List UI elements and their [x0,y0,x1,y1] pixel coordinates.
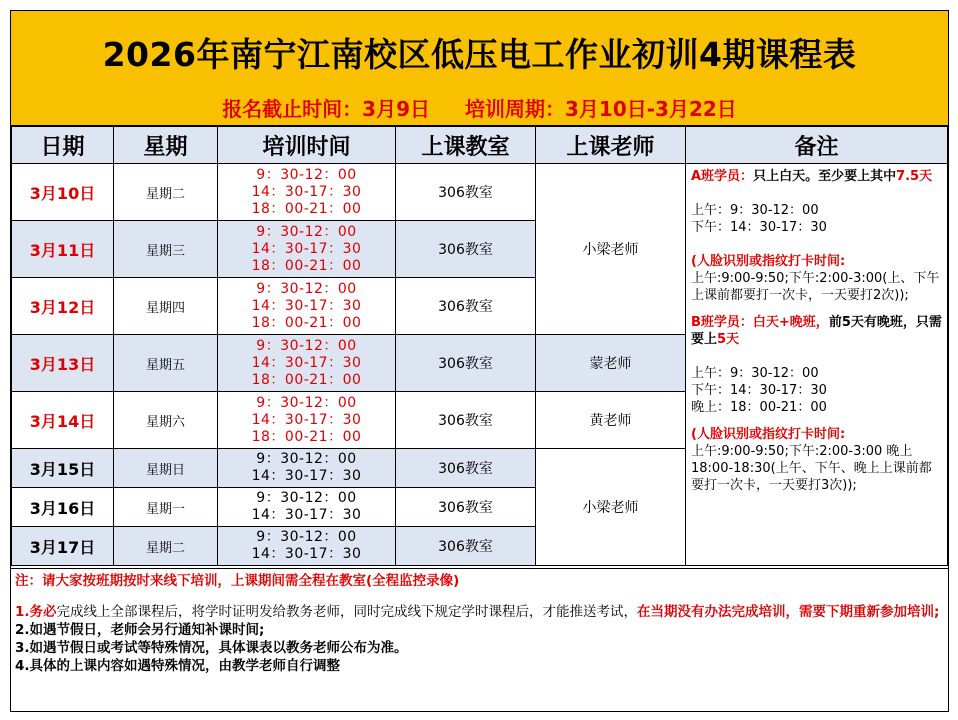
footer-item-1: 1.务必完成线上全部课程后，将学时证明发给教务老师，同时完成线下规定学时课程后，才能推送考试，在当期没有办法完成培训，需要下期重新参加培训; [15,604,940,620]
time-slot: 18：00-21：00 [251,200,362,217]
class-b-eve: 晚上：18：00-21：00 [691,400,827,415]
time-slot: 18：00-21：00 [251,428,362,445]
date-cell: 3月11日 [12,221,114,278]
time-cell [218,488,396,527]
room-cell: 306教室 [396,164,536,221]
time-slot: 9：30-12：00 [256,529,357,545]
time-cell [218,335,396,392]
table-row [12,164,948,221]
weekday-cell: 星期二 [114,164,218,221]
col-header-date: 日期 [12,127,114,164]
time-cell [218,527,396,566]
time-cell [218,278,396,335]
teacher-cell: 小梁老师 [536,449,686,566]
class-b-pm: 下午：14：30-17：30 [691,383,827,398]
time-slot: 14：30-17：30 [251,411,362,428]
registration-deadline: 报名截止时间：3月9日 [222,97,431,121]
time-slot: 14：30-17：30 [251,240,362,257]
class-b-checkin-title: (人脸识别或指纹打卡时间: [691,427,846,442]
time-slot: 18：00-21：00 [251,314,362,331]
time-slot: 9：30-12：00 [256,280,357,297]
date-cell: 3月14日 [12,392,114,449]
weekday-cell: 星期六 [114,392,218,449]
weekday-cell: 星期二 [114,527,218,566]
weekday-cell: 星期三 [114,221,218,278]
class-a-checkin-text: 上午:9:00-9:50;下午:2:00-3:00(上、下午上课前都要打一次卡，一天要打2次)); [691,271,940,303]
time-cell [218,392,396,449]
date-cell: 3月16日 [12,488,114,527]
time-slot: 9：30-12：00 [256,166,357,183]
time-slot: 14：30-17：30 [251,468,362,484]
time-slot: 9：30-12：00 [256,451,357,467]
date-cell: 3月12日 [12,278,114,335]
time-slot: 18：00-21：00 [251,371,362,388]
room-cell: 306教室 [396,221,536,278]
date-cell: 3月13日 [12,335,114,392]
page-title: 2026年南宁江南校区低压电工作业初训4期课程表 [102,35,857,74]
class-a-heading: A班学员：只上白天。至少要上其中7.5天 [691,169,933,184]
teacher-cell: 黄老师 [536,392,686,449]
footer-item-3: 3.如遇节假日或考试等特殊情况，具体课表以教务老师公布为准。 [15,640,408,656]
class-b-checkin-text: 上午:9:00-9:50;下午:2:00-3:00 晚上18:00-18:30(上午、下午、晚上上课前都要打一次卡，一天要打3次)); [691,444,932,493]
weekday-cell: 星期日 [114,449,218,488]
training-period: 培训周期：3月10日-3月22日 [465,97,737,121]
col-header-time: 培训时间 [218,127,396,164]
time-slot: 14：30-17：30 [251,183,362,200]
col-header-room: 上课教室 [396,127,536,164]
class-a-am: 上午：9：30-12：00 [691,203,819,218]
col-header-notes: 备注 [686,127,948,164]
footer-item-4: 4.具体的上课内容如遇特殊情况，由教学老师自行调整 [15,658,341,674]
schedule-table [11,126,948,566]
room-cell: 306教室 [396,449,536,488]
time-cell [218,449,396,488]
col-header-weekday: 星期 [114,127,218,164]
room-cell: 306教室 [396,392,536,449]
footer-notice: 注：请大家按班期按时来线下培训，上课期间需全程在教室(全程监控录像) [15,573,460,589]
weekday-cell: 星期四 [114,278,218,335]
teacher-cell: 蒙老师 [536,335,686,392]
time-slot: 9：30-12：00 [256,490,357,506]
time-slot: 9：30-12：00 [256,223,357,240]
footer-item-2: 2.如遇节假日，老师会另行通知补课时间; [15,622,265,638]
date-cell: 3月10日 [12,164,114,221]
room-cell: 306教室 [396,335,536,392]
footer-notes [11,568,948,711]
weekday-cell: 星期五 [114,335,218,392]
table-header-row [12,127,948,164]
time-slot: 18：00-21：00 [251,257,362,274]
notes-cell [686,164,948,566]
header-banner [11,11,948,126]
time-slot: 14：30-17：30 [251,546,362,562]
class-a-checkin-title: (人脸识别或指纹打卡时间: [691,254,846,269]
class-b-am: 上午：9：30-12：00 [691,366,819,381]
time-slot: 9：30-12：00 [256,394,357,411]
room-cell: 306教室 [396,527,536,566]
col-header-teacher: 上课老师 [536,127,686,164]
class-b-heading: B班学员：白天+晚班，前5天有晚班，只需要上5天 [691,315,942,347]
time-slot: 14：30-17：30 [251,297,362,314]
teacher-cell: 小梁老师 [536,164,686,335]
time-slot: 9：30-12：00 [256,337,357,354]
class-a-pm: 下午：14：30-17：30 [691,220,827,235]
schedule-sheet [10,10,949,712]
time-slot: 14：30-17：30 [251,354,362,371]
date-cell: 3月17日 [12,527,114,566]
weekday-cell: 星期一 [114,488,218,527]
room-cell: 306教室 [396,488,536,527]
date-cell: 3月15日 [12,449,114,488]
subtitle [11,93,948,122]
time-slot: 14：30-17：30 [251,507,362,523]
time-cell [218,164,396,221]
room-cell: 306教室 [396,278,536,335]
time-cell [218,221,396,278]
